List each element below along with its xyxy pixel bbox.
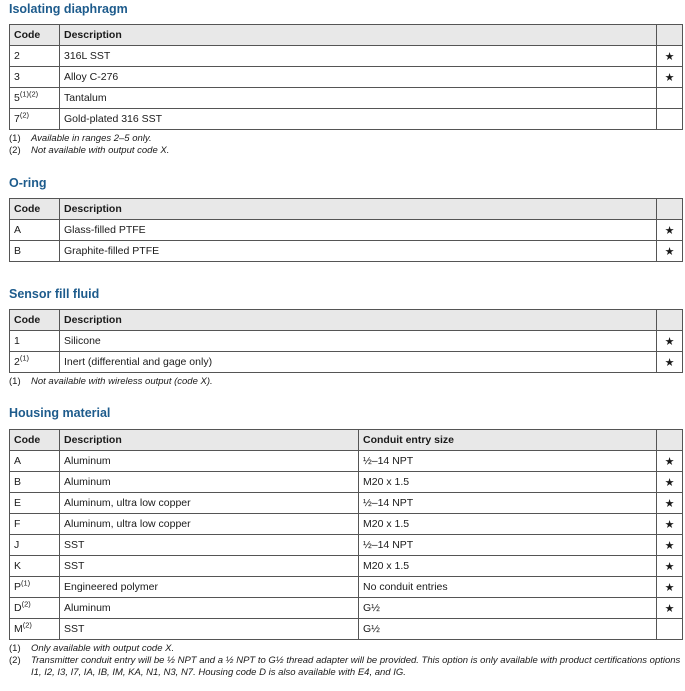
code-cell [10,109,60,130]
star-cell [657,598,683,619]
code-value: A [14,455,22,467]
table-row [10,88,683,109]
description-cell: Silicone [60,331,657,352]
description-cell: Alloy C-276 [60,67,657,88]
code-cell [10,220,60,241]
code-cell [10,493,60,514]
description-cell: SST [60,535,359,556]
header-star [657,310,683,331]
code-value: B [14,476,22,488]
table-row [10,598,683,619]
table-row [10,493,683,514]
table-row [10,556,683,577]
footnote-ref: (2) [22,620,32,630]
description-cell: Engineered polymer [60,577,359,598]
table-row [10,331,683,352]
star-icon: ★ [664,245,675,258]
code-value: 2 [14,50,20,62]
code-value: B [14,245,22,257]
conduit-cell: ½–14 NPT [359,535,657,556]
code-cell [10,598,60,619]
table-header-row [10,310,683,331]
footnote [9,145,682,157]
description-cell: SST [60,619,359,640]
footnote-text: Transmitter conduit entry will be ½ NPT and a ½ NPT to G½ thread adapter will be provided. This option is only available with product certifications options I1, I2, I3, I7, IA, IB, IM, KA, N1, N3, N7. Housing code D is also available with E4, and IG. [31,655,681,678]
conduit-cell: M20 x 1.5 [359,472,657,493]
code-cell [10,67,60,88]
conduit-cell: G½ [359,619,657,640]
description-cell: Aluminum [60,598,359,619]
footnote-text: Available in ranges 2–5 only. [31,133,152,144]
footnote [9,376,682,388]
star-cell [657,109,683,130]
header-conduit-entry-size: Conduit entry size [359,430,657,451]
header-code: Code [10,310,60,331]
description-cell: Aluminum, ultra low copper [60,514,359,535]
star-cell [657,352,683,373]
star-cell [657,577,683,598]
star-icon: ★ [664,356,675,369]
description-cell: Glass-filled PTFE [60,220,657,241]
description-cell: Graphite-filled PTFE [60,241,657,262]
conduit-cell: ½–14 NPT [359,451,657,472]
star-icon: ★ [664,224,675,237]
housing-material-table [9,429,683,640]
footnote-number: (2) [9,145,21,156]
footnote-number: (1) [9,643,21,654]
code-value: D [14,602,22,614]
star-icon: ★ [664,476,675,489]
code-value: M [14,623,23,635]
description-cell: Aluminum [60,472,359,493]
star-icon: ★ [664,602,675,615]
footnote-ref: (2) [19,110,30,120]
code-cell [10,535,60,556]
code-value: J [14,539,20,551]
code-cell [10,451,60,472]
star-cell [657,472,683,493]
conduit-cell: M20 x 1.5 [359,514,657,535]
footnote-text: Not available with output code X. [31,145,170,156]
isolating-diaphragm-table [9,24,683,130]
o-ring-table [9,198,683,262]
star-cell [657,556,683,577]
section-housing-material [9,406,682,679]
star-cell [657,451,683,472]
footnote [9,655,682,679]
star-cell [657,46,683,67]
section-o-ring [9,176,682,262]
table-row [10,352,683,373]
section-title: Sensor fill fluid [9,287,100,301]
conduit-cell: G½ [359,598,657,619]
code-value: 2 [14,356,20,368]
star-cell [657,619,683,640]
star-icon: ★ [664,581,675,594]
footnote-text: Only available with output code X. [31,643,175,654]
code-value: 1 [14,335,20,347]
header-star [657,199,683,220]
footnote-number: (2) [9,655,21,666]
table-row [10,220,683,241]
description-cell: Gold-plated 316 SST [60,109,657,130]
code-cell [10,241,60,262]
table-row [10,46,683,67]
star-icon: ★ [664,539,675,552]
description-cell: Aluminum, ultra low copper [60,493,359,514]
footnote-number: (1) [9,133,21,144]
table-row [10,535,683,556]
header-code: Code [10,25,60,46]
table-row [10,619,683,640]
star-icon: ★ [664,518,675,531]
footnote [9,643,682,655]
footnote-ref: (2) [21,599,31,609]
conduit-cell: No conduit entries [359,577,657,598]
footnote-ref: (1) [19,353,30,363]
table-header-row [10,430,683,451]
table-row [10,109,683,130]
star-icon: ★ [664,71,675,84]
table-row [10,451,683,472]
star-cell [657,514,683,535]
table-row [10,472,683,493]
code-cell [10,514,60,535]
star-cell [657,535,683,556]
code-cell [10,556,60,577]
star-cell [657,241,683,262]
header-code: Code [10,199,60,220]
code-cell [10,331,60,352]
section-title: Housing material [9,406,111,420]
star-icon: ★ [664,50,675,63]
code-cell [10,577,60,598]
description-cell: Inert (differential and gage only) [60,352,657,373]
footnotes [9,643,682,679]
code-value: 7 [14,113,20,125]
table-header-row [10,25,683,46]
star-cell [657,493,683,514]
description-cell: Aluminum [60,451,359,472]
star-icon: ★ [664,560,675,573]
header-star [657,25,683,46]
footnote [9,133,682,145]
header-description: Description [60,430,359,451]
code-value: 3 [14,71,20,83]
description-cell: 316L SST [60,46,657,67]
table-row [10,241,683,262]
code-value: P [14,581,22,593]
footnotes [9,133,682,157]
star-cell [657,67,683,88]
star-cell [657,220,683,241]
header-description: Description [60,25,657,46]
header-code: Code [10,430,60,451]
code-cell [10,352,60,373]
code-cell [10,472,60,493]
footnote-number: (1) [9,376,21,387]
code-value: K [14,560,22,572]
conduit-cell: ½–14 NPT [359,493,657,514]
code-value: F [14,518,21,530]
section-isolating-diaphragm [9,2,682,157]
footnote-text: Not available with wireless output (code X). [31,376,213,387]
code-value: 5 [14,92,20,104]
header-description: Description [60,199,657,220]
code-value: E [14,497,22,509]
conduit-cell: M20 x 1.5 [359,556,657,577]
footnotes [9,376,682,388]
header-star [657,430,683,451]
code-cell [10,88,60,109]
table-row [10,577,683,598]
star-icon: ★ [664,335,675,348]
section-title: Isolating diaphragm [9,2,128,16]
star-icon: ★ [664,455,675,468]
star-cell [657,331,683,352]
footnote-ref: (1)(2) [19,89,39,99]
code-cell [10,46,60,67]
table-row [10,67,683,88]
star-cell [657,88,683,109]
sensor-fill-fluid-table [9,309,683,373]
table-row [10,514,683,535]
section-title: O-ring [9,176,47,190]
code-value: A [14,224,22,236]
footnote-ref: (1) [21,578,31,588]
code-cell [10,619,60,640]
section-sensor-fill-fluid [9,287,682,388]
description-cell: Tantalum [60,88,657,109]
description-cell: SST [60,556,359,577]
table-header-row [10,199,683,220]
header-description: Description [60,310,657,331]
star-icon: ★ [664,497,675,510]
